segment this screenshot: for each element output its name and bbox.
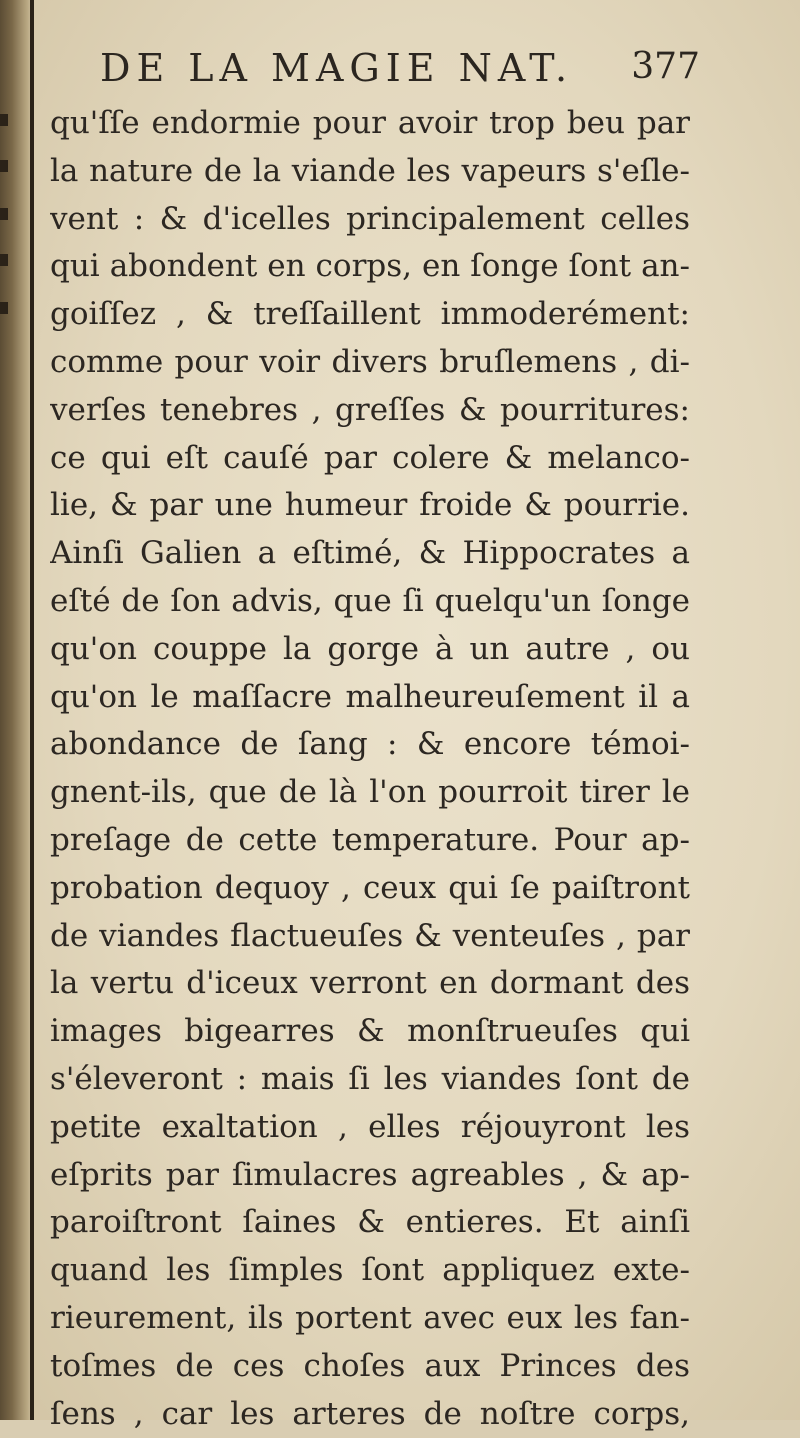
facing-page-mark <box>0 254 8 266</box>
text-line: probation dequoy , ceux qui ſe paiſtront <box>50 869 690 906</box>
running-head: DE LA MAGIE NAT. <box>100 46 574 90</box>
text-line: ſens , car les arteres de noſtre corps, <box>50 1395 690 1432</box>
text-line: verſes tenebres , greſſes & pourritures: <box>50 391 690 428</box>
text-line: la nature de la viande les vapeurs s'eſle- <box>50 152 690 189</box>
text-line: de viandes flactueuſes & venteuſes , par <box>50 917 690 954</box>
text-line: qu'ſſe endormie pour avoir trop beu par <box>50 105 690 141</box>
text-line: qu'on couppe la gorge à un autre , ou <box>50 630 690 667</box>
text-line: goiſſez , & treſſaillent immoderément: <box>50 296 690 333</box>
text-line: abondance de ſang : & encore témoi- <box>50 726 690 763</box>
text-line: eſprits par ſimulacres agreables , & ap- <box>50 1156 690 1193</box>
binding-edge <box>30 0 34 1420</box>
text-line: s'éleveront : mais ſi les viandes ſont de <box>50 1060 690 1097</box>
facing-page-mark <box>0 302 8 314</box>
text-line: gnent-ils, que de là l'on pourroit tirer le <box>50 774 690 811</box>
text-line: comme pour voir divers bruſlemens , di- <box>50 343 690 380</box>
text-line: preſage de cette temperature. Pour ap- <box>50 821 690 858</box>
text-line: eſté de ſon advis, que ſi quelqu'un ſonge <box>50 582 690 619</box>
text-line: qui abondent en corps, en ſonge ſont an- <box>50 248 690 285</box>
text-line: qu'on le maſſacre malheureuſement il a <box>50 678 690 715</box>
facing-page-mark <box>0 114 8 126</box>
text-line: vent : & d'icelles principalement celles <box>50 200 690 237</box>
text-line: ce qui eſt cauſé par colere & melanco- <box>50 439 690 476</box>
text-line: la vertu d'iceux verront en dormant des <box>50 965 690 1002</box>
body-text <box>50 100 690 1438</box>
text-line: toſmes de ces choſes aux Princes des <box>50 1347 690 1384</box>
page-header <box>100 46 700 96</box>
page-number: 377 <box>631 46 700 87</box>
facing-page-mark <box>0 208 8 220</box>
text-line: quand les ſimples ſont appliquez exte- <box>50 1252 690 1289</box>
text-line: lie, & par une humeur froide & pourrie. <box>50 487 690 524</box>
text-line: petite exaltation , elles réjouyront les <box>50 1108 690 1145</box>
text-line: rieurement, ils portent avec eux les fan- <box>50 1299 690 1336</box>
text-line: Ainſi Galien a eſtimé, & Hippocrates a <box>50 535 690 572</box>
facing-page-mark <box>0 160 8 172</box>
text-line: images bigearres & monſtrueuſes qui <box>50 1013 690 1050</box>
text-line: paroiſtront ſaines & entieres. Et ainſi <box>50 1204 690 1241</box>
